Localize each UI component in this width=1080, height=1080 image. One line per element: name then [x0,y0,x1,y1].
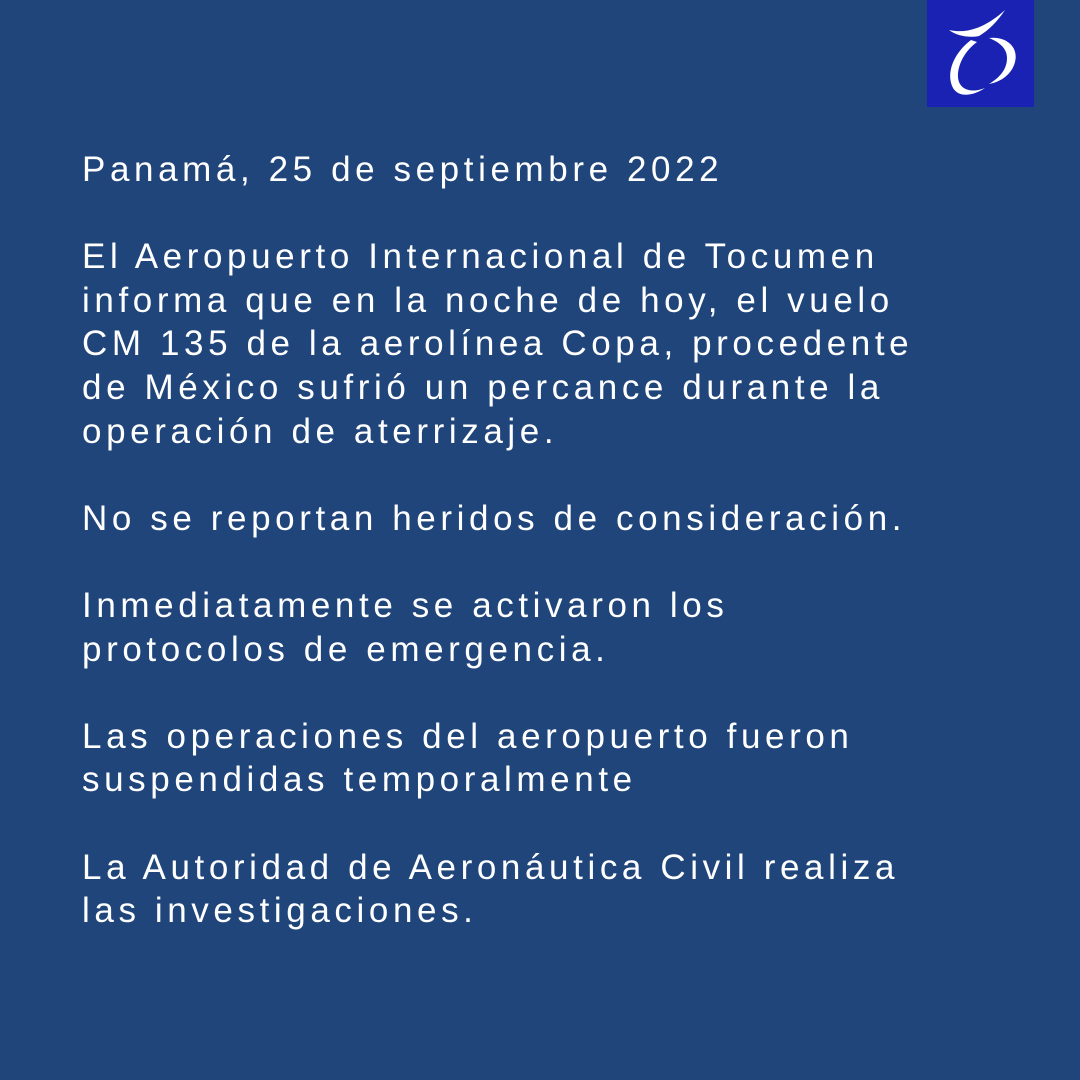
paragraph [82,715,913,802]
text-line: El Aeropuerto Internacional de Tocumen [82,237,879,277]
text-line: La Autoridad de Aeronáutica Civil realiza [82,847,900,887]
text-line: operación de aterrizaje. [82,411,559,451]
text-line: No se reportan heridos de consideración. [82,498,907,538]
paragraph [82,235,913,453]
text-line: de México sufrió un percance durante la [82,367,884,407]
text-line: Las operaciones del aeropuerto fueron [82,716,854,756]
date-line [82,148,913,192]
copa-logo-icon [927,0,1034,107]
text-line: Inmediatamente se activaron los [82,585,729,625]
text-line: CM 135 de la aerolínea Copa, procedente [82,324,914,364]
press-release-text [82,148,913,976]
date: Panamá, 25 de septiembre 2022 [82,150,724,189]
paragraph [82,846,913,933]
text-line: informa que en la noche de hoy, el vuelo [82,280,894,320]
paragraph [82,584,913,671]
text-line: las investigaciones. [82,891,478,931]
copa-logo [927,0,1034,107]
paragraph [82,497,913,541]
text-line: suspendidas temporalmente [82,760,637,800]
text-line: protocolos de emergencia. [82,629,610,669]
